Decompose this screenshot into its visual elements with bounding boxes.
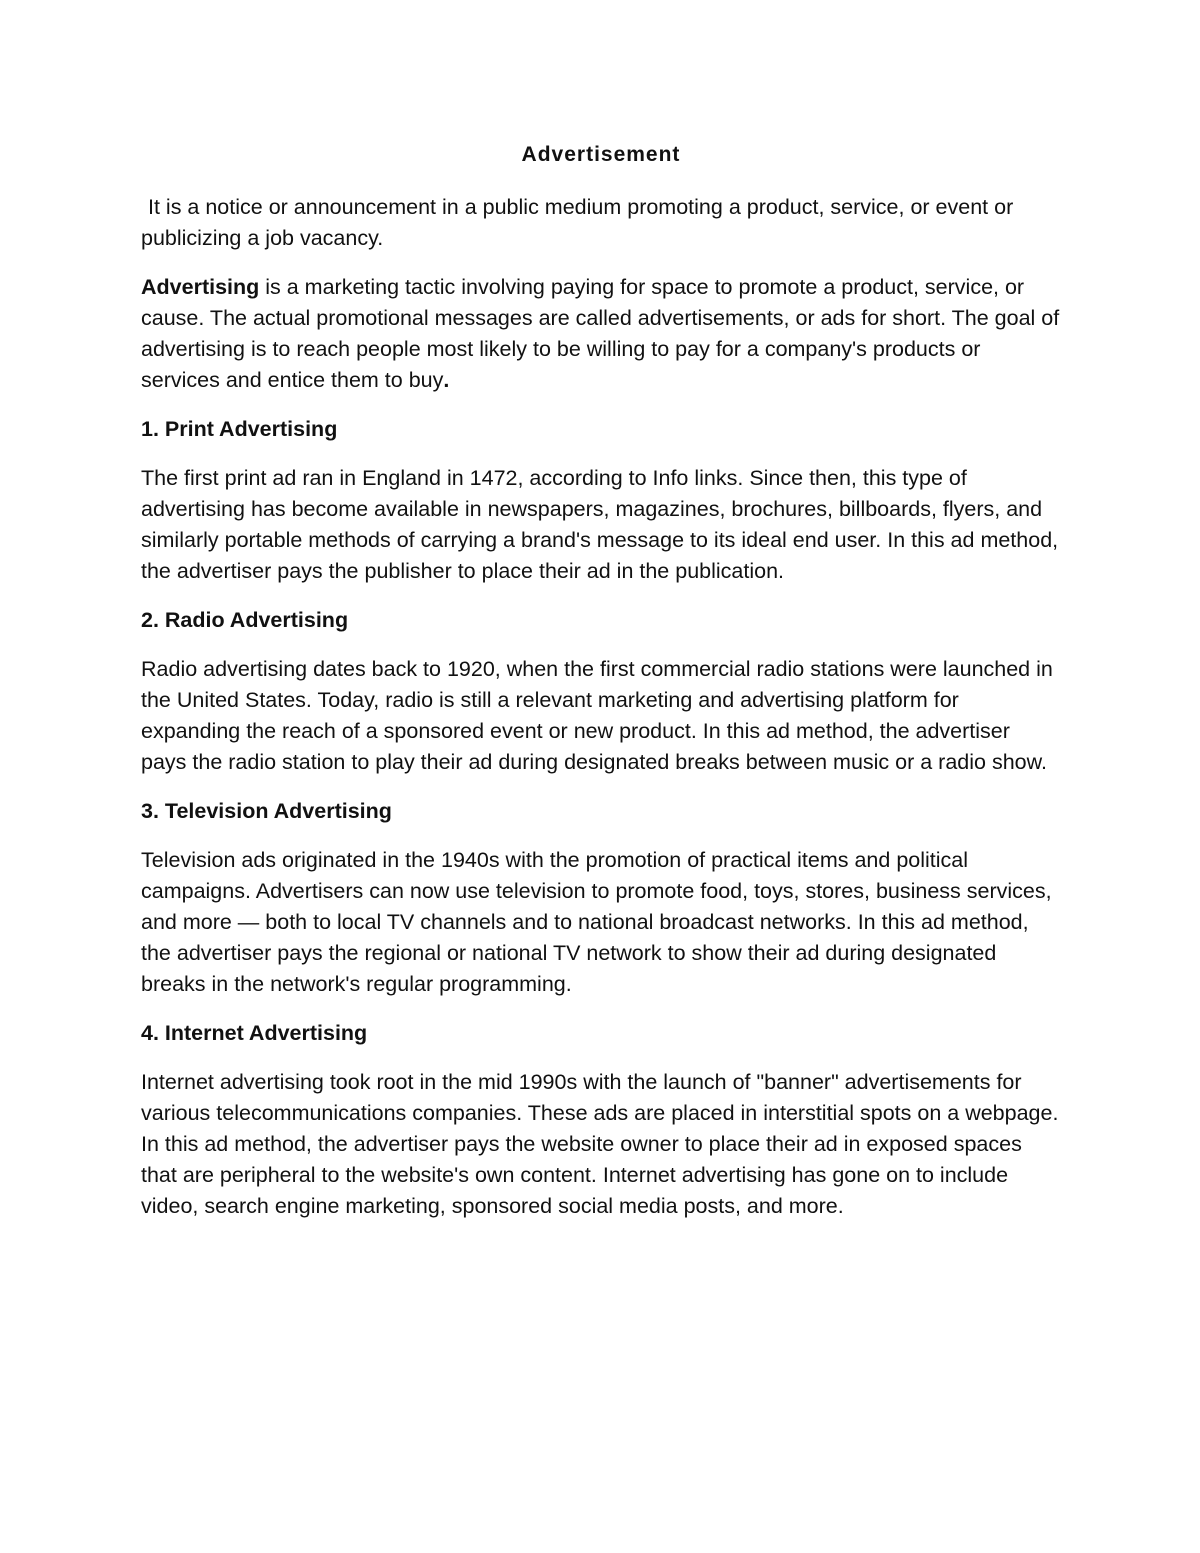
document-title: Advertisement <box>521 143 681 166</box>
section-body-television: Television ads originated in the 1940s with the promotion of practical items and political campaigns. Advertisers can now use television to promote food, toys, stores, business services, and more — both to local TV channels and to national broadcast networks. In this ad method, the advertiser pays the regional or national TV network to show their ad during designated breaks in the network's regular programming. <box>141 848 1052 996</box>
section-heading-print: 1. Print Advertising <box>141 417 338 441</box>
section-heading-television: 3. Television Advertising <box>141 799 392 823</box>
section-body-internet: Internet advertising took root in the mid 1990s with the launch of "banner" advertisements for various telecommunications companies. These ads are placed in interstitial spots on a webpage. In this ad method, the advertiser pays the website owner to place their ad in exposed spaces that are peripheral to the website's own content. Internet advertising has gone on to include video, search engine marketing, sponsored social media posts, and more. <box>141 1070 1059 1218</box>
document-body <box>141 138 1061 1240</box>
definition-text: is a marketing tactic involving paying for space to promote a product, service, or cause. The actual promotional messages are called advertisements, or ads for short. The goal of advertising is to reach people most likely to be willing to pay for a company's products or services and entice them to buy <box>141 275 1060 392</box>
definition-term: Advertising <box>141 275 260 299</box>
section-body-print: The first print ad ran in England in 1472, according to Info links. Since then, this type of advertising has become available in newspapers, magazines, brochures, billboards, flyers, and similarly portable methods of carrying a brand's message to its ideal end user. In this ad method, the advertiser pays the publisher to place their ad in the publication. <box>141 466 1059 583</box>
intro-paragraph: It is a notice or announcement in a public medium promoting a product, service, or event or publicizing a job vacancy. <box>141 195 1014 250</box>
definition-end: . <box>443 368 450 392</box>
section-heading-radio: 2. Radio Advertising <box>141 608 349 632</box>
section-body-radio: Radio advertising dates back to 1920, when the first commercial radio stations were launched in the United States. Today, radio is still a relevant marketing and advertising platform for expanding the reach of a sponsored event or new product. In this ad method, the advertiser pays the radio station to play their ad during designated breaks between music or a radio show. <box>141 657 1053 774</box>
section-heading-internet: 4. Internet Advertising <box>141 1021 368 1045</box>
definition-paragraph <box>141 272 1061 396</box>
